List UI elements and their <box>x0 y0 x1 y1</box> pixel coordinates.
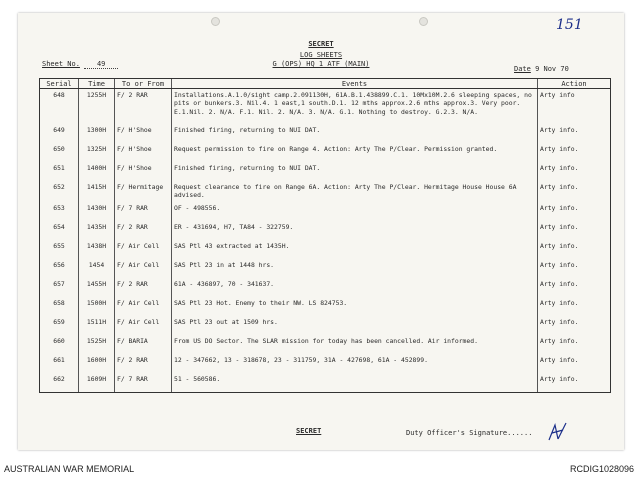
row-action: Arty info. <box>538 202 611 221</box>
row-time: 1430H <box>79 202 115 221</box>
table-row <box>40 202 611 221</box>
row-to-from: F/ H'Shoe <box>115 162 172 181</box>
table-header-row <box>40 79 611 89</box>
sheet-no-value: 49 <box>84 60 118 69</box>
row-time: 1525H <box>79 335 115 354</box>
row-event: OF - 498556. <box>172 202 538 221</box>
row-time: 1400H <box>79 162 115 181</box>
sheet-no-label: Sheet No. <box>42 60 80 68</box>
row-action: Arty info. <box>538 316 611 335</box>
table-row <box>40 316 611 335</box>
row-to-from: F/ Hermitage <box>115 181 172 202</box>
table-row <box>40 297 611 316</box>
row-action: Arty info. <box>538 221 611 240</box>
table-row <box>40 259 611 278</box>
date-value: 9 Nov 70 <box>535 65 569 73</box>
table-row <box>40 143 611 162</box>
row-action: Arty info. <box>538 335 611 354</box>
row-to-from: F/ Air Cell <box>115 297 172 316</box>
row-serial: 662 <box>40 373 79 393</box>
row-event: SAS Ptl 23 Hot. Enemy to their NW. LS 824753. <box>172 297 538 316</box>
row-to-from: F/ 2 RAR <box>115 221 172 240</box>
classification-bottom: SECRET <box>296 427 322 435</box>
table-row <box>40 354 611 373</box>
footer-record-id: RCDIG1028096 <box>569 464 634 474</box>
row-serial: 650 <box>40 143 79 162</box>
row-time: 1511H <box>79 316 115 335</box>
row-event: SAS Ptl 23 out at 1509 hrs. <box>172 316 538 335</box>
row-event: From US DO Sector. The SLAR mission for today has been cancelled. Air informed. <box>172 335 538 354</box>
col-header-to-from: To or From <box>115 79 172 89</box>
row-time: 1255H <box>79 89 115 125</box>
row-event: 61A - 436897, 70 - 341637. <box>172 278 538 297</box>
table-row <box>40 162 611 181</box>
row-serial: 651 <box>40 162 79 181</box>
row-action: Arty info. <box>538 373 611 393</box>
duty-officer-signature <box>546 420 568 442</box>
row-time: 1500H <box>79 297 115 316</box>
row-serial: 648 <box>40 89 79 125</box>
date-label: Date <box>514 65 531 73</box>
row-event: ER - 431694, H7, TA84 - 322759. <box>172 221 538 240</box>
table-row <box>40 373 611 393</box>
row-serial: 659 <box>40 316 79 335</box>
row-time: 1415H <box>79 181 115 202</box>
row-serial: 656 <box>40 259 79 278</box>
date-field <box>514 65 569 73</box>
row-event: Installations.A.1.0/sight camp.2.091130H, 61A.B.1.438899.C.1. 10Mx10M.2.6 sleeping spaces, no pits or bunkers.3. Nil.4. 1 east,1 south.D.1. 12 mths approx.2.6 mths approx.3. Very poor. E.1.Nil. 2. N/A. F.1. Nil. 2. N/A. 3. N/A. G.1. Nothing to destroy. G.2.3. N/A. <box>172 89 538 125</box>
row-time: 1454 <box>79 259 115 278</box>
row-event: Finished firing, returning to NUI DAT. <box>172 162 538 181</box>
punch-hole <box>419 17 428 26</box>
row-time: 1600H <box>79 354 115 373</box>
row-event: SAS Ptl 23 in at 1448 hrs. <box>172 259 538 278</box>
row-serial: 661 <box>40 354 79 373</box>
table-row <box>40 240 611 259</box>
punch-hole <box>211 17 220 26</box>
row-to-from: F/ 7 RAR <box>115 202 172 221</box>
row-to-from: F/ BARIA <box>115 335 172 354</box>
row-serial: 657 <box>40 278 79 297</box>
row-action: Arty info. <box>538 297 611 316</box>
row-serial: 653 <box>40 202 79 221</box>
row-event: Request clearance to fire on Range 6A. Action: Arty The P/Clear. Hermitage House House 6A advised. <box>172 181 538 202</box>
handwritten-page-number: 151 <box>556 17 583 33</box>
log-sheet-document <box>18 13 624 450</box>
row-action: Arty info. <box>538 124 611 143</box>
row-event: Finished firing, returning to NUI DAT. <box>172 124 538 143</box>
row-action: Arty info. <box>538 143 611 162</box>
row-serial: 658 <box>40 297 79 316</box>
row-action: Arty info. <box>538 278 611 297</box>
classification-top: SECRET <box>308 40 334 48</box>
row-action: Arty info. <box>538 259 611 278</box>
row-to-from: F/ Air Cell <box>115 240 172 259</box>
row-action: Arty info. <box>538 240 611 259</box>
log-table <box>39 78 611 393</box>
col-header-time: Time <box>79 79 115 89</box>
col-header-events: Events <box>172 79 538 89</box>
row-event: 12 - 347662, 13 - 318678, 23 - 311759, 31A - 427698, 61A - 452899. <box>172 354 538 373</box>
row-time: 1435H <box>79 221 115 240</box>
table-row <box>40 221 611 240</box>
row-event: SAS Ptl 43 extracted at 1435H. <box>172 240 538 259</box>
row-to-from: F/ 7 RAR <box>115 373 172 393</box>
row-to-from: F/ 2 RAR <box>115 278 172 297</box>
footer-archive-name: AUSTRALIAN WAR MEMORIAL <box>4 464 135 474</box>
row-time: 1609H <box>79 373 115 393</box>
row-to-from: F/ 2 RAR <box>115 89 172 125</box>
row-action: Arty info. <box>538 354 611 373</box>
row-event: Request permission to fire on Range 4. Action: Arty The P/Clear. Permission granted. <box>172 143 538 162</box>
row-time: 1325H <box>79 143 115 162</box>
row-serial: 654 <box>40 221 79 240</box>
table-row <box>40 181 611 202</box>
row-to-from: F/ Air Cell <box>115 316 172 335</box>
row-action: Arty info. <box>538 181 611 202</box>
col-header-serial: Serial <box>40 79 79 89</box>
row-to-from: F/ H'Shoe <box>115 124 172 143</box>
row-action: Arty info. <box>538 162 611 181</box>
sheet-number <box>42 60 118 69</box>
title-line2: G (OPS) HQ 1 ATF (MAIN) <box>272 60 370 68</box>
table-row <box>40 278 611 297</box>
row-time: 1300H <box>79 124 115 143</box>
row-action: Arty info <box>538 89 611 125</box>
row-serial: 649 <box>40 124 79 143</box>
row-time: 1438H <box>79 240 115 259</box>
table-row <box>40 124 611 143</box>
table-row <box>40 335 611 354</box>
table-row <box>40 89 611 125</box>
col-header-action: Action <box>538 79 611 89</box>
title-line1: LOG SHEETS <box>299 51 343 59</box>
row-serial: 660 <box>40 335 79 354</box>
row-to-from: F/ 2 RAR <box>115 354 172 373</box>
row-serial: 652 <box>40 181 79 202</box>
row-to-from: F/ H'Shoe <box>115 143 172 162</box>
row-to-from: F/ Air Cell <box>115 259 172 278</box>
row-serial: 655 <box>40 240 79 259</box>
duty-officer-signature-label: Duty Officer's Signature...... <box>406 429 533 437</box>
row-time: 1455H <box>79 278 115 297</box>
row-event: 51 - 560586. <box>172 373 538 393</box>
